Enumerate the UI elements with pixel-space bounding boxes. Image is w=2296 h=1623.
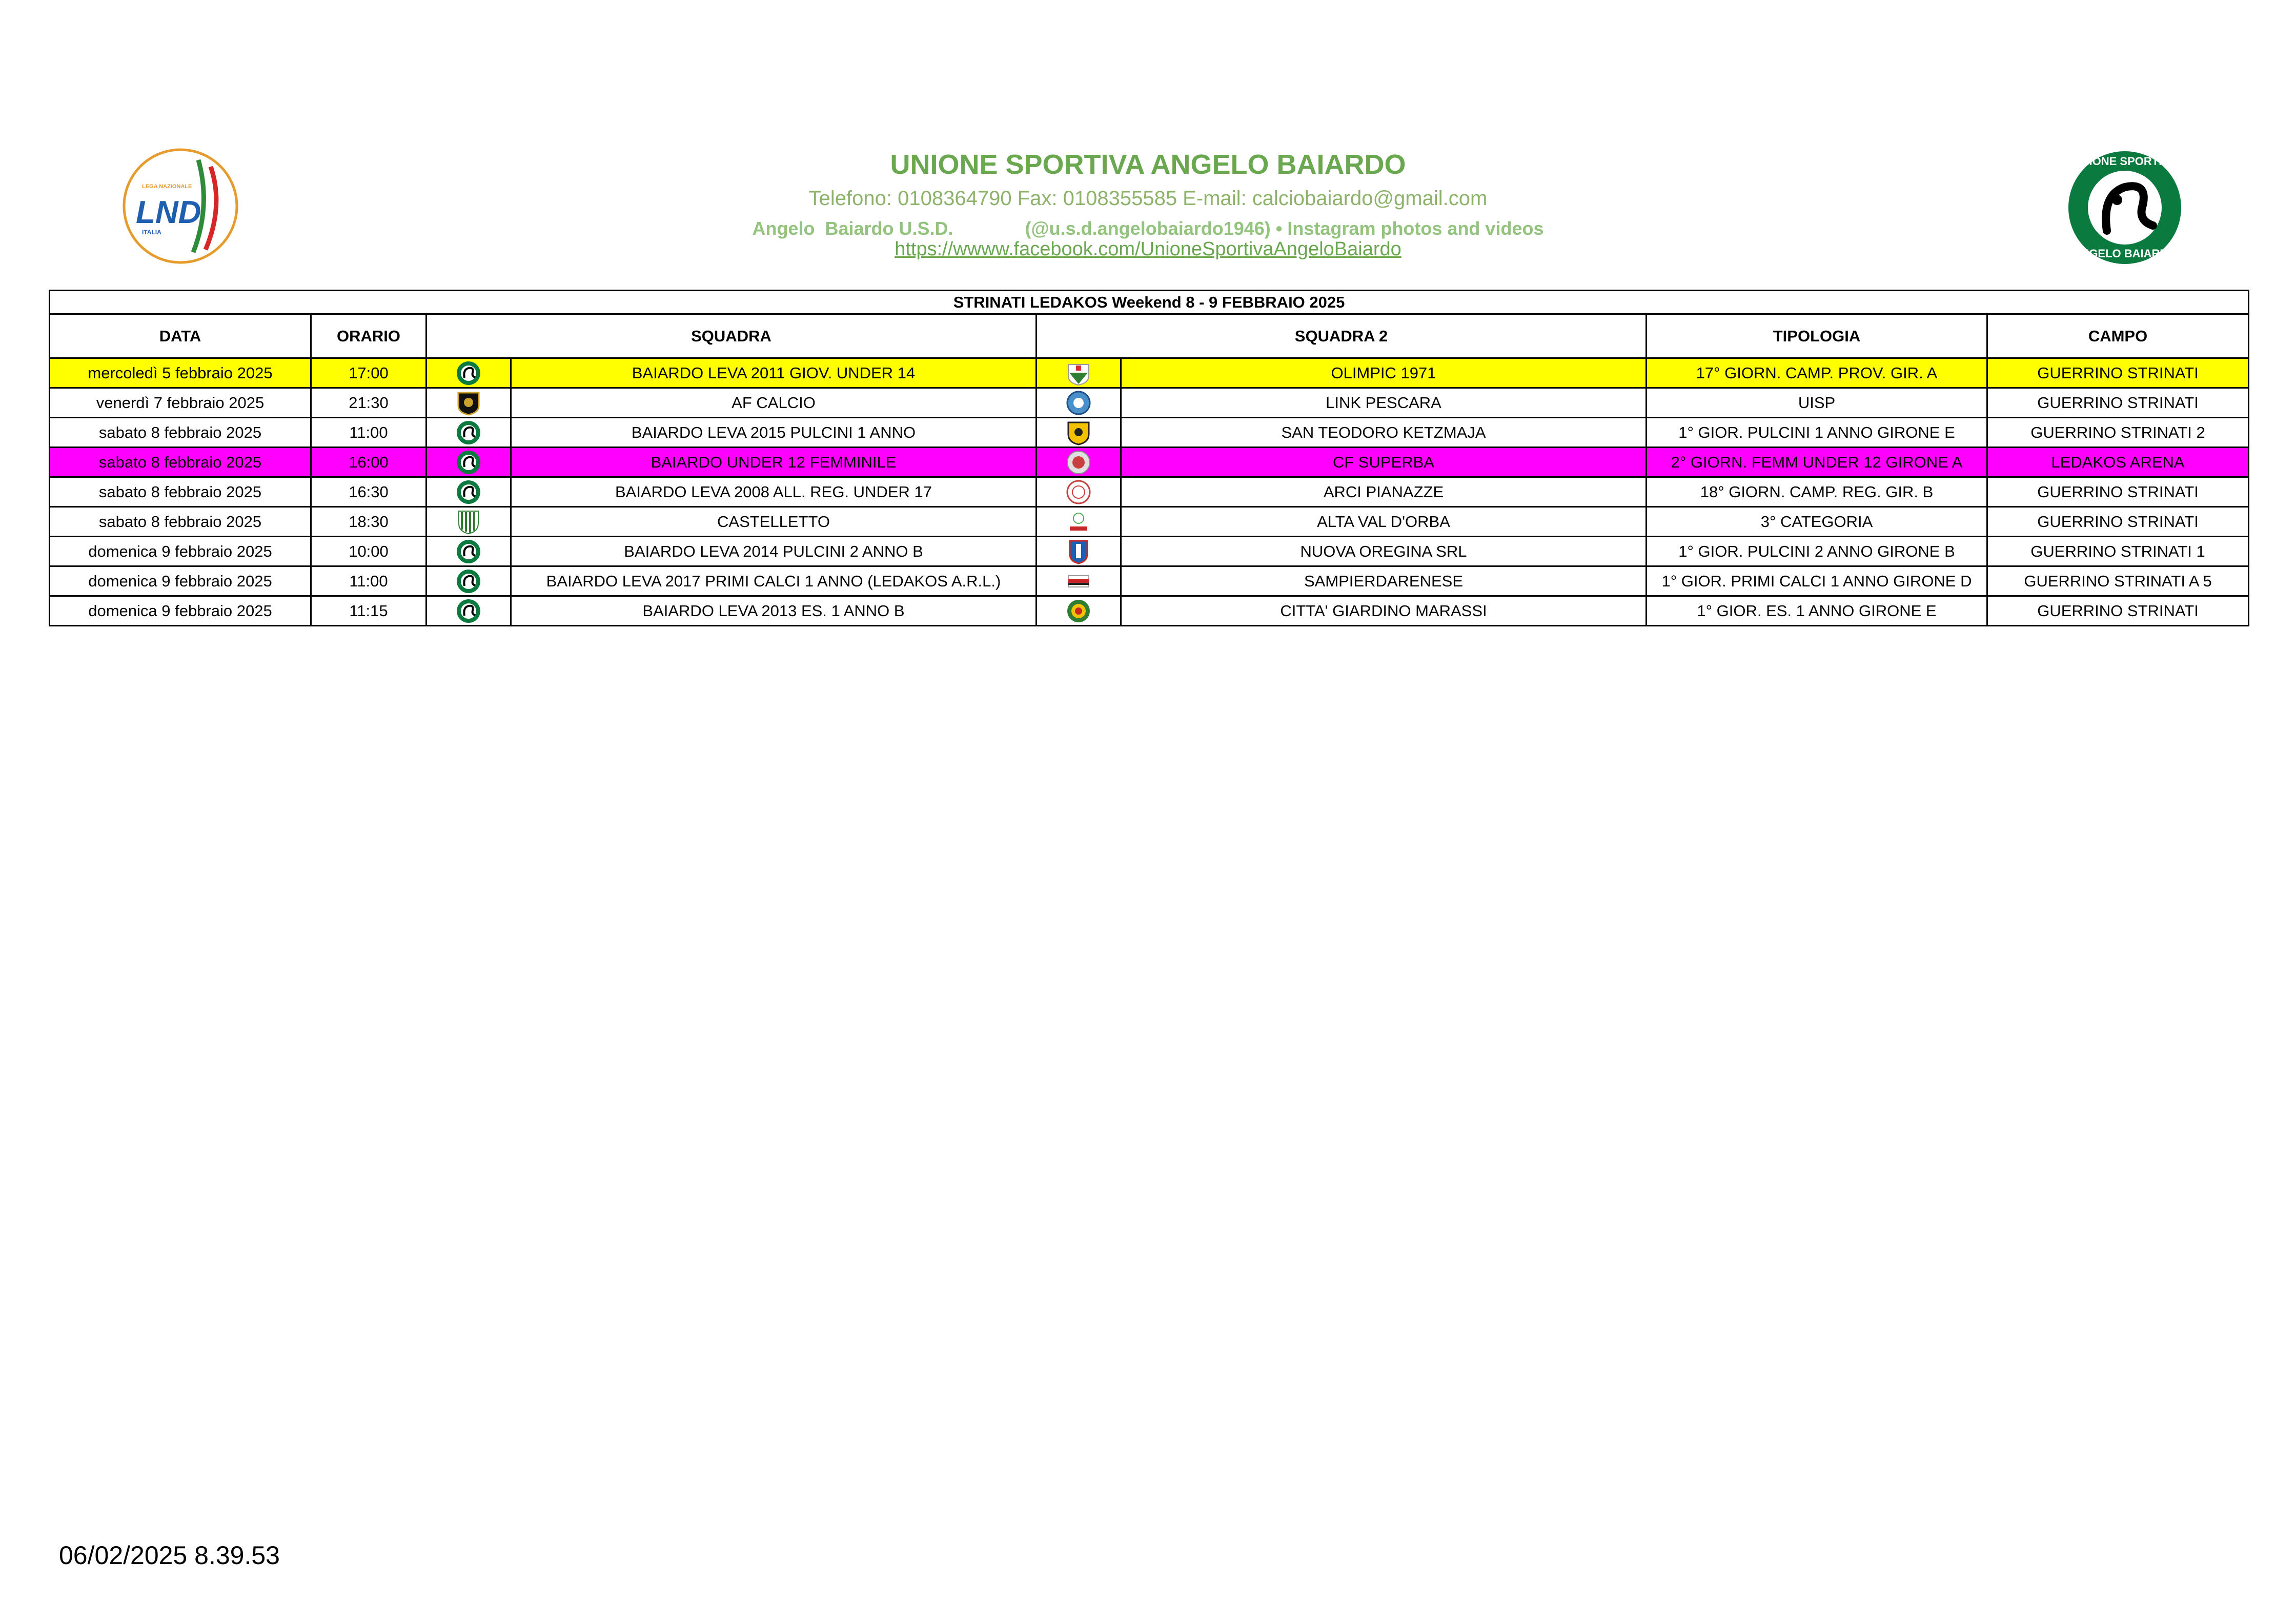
cell-squadra: BAIARDO LEVA 2008 ALL. REG. UNDER 17 [511, 477, 1037, 507]
cell-squadra2: ARCI PIANAZZE [1121, 477, 1647, 507]
cell-tipologia: 18° GIORN. CAMP. REG. GIR. B [1647, 477, 1987, 507]
cell-squadra2: NUOVA OREGINA SRL [1121, 537, 1647, 566]
column-header-tipologia: TIPOLOGIA [1647, 314, 1987, 358]
cell-squadra2: LINK PESCARA [1121, 388, 1647, 418]
cell-orario: 11:00 [311, 566, 426, 596]
cell-data: domenica 9 febbraio 2025 [50, 566, 311, 596]
olimpic-crest-icon [1066, 360, 1091, 386]
cell-data: venerdì 7 febbraio 2025 [50, 388, 311, 418]
cell-squadra2: CF SUPERBA [1121, 448, 1647, 477]
club-contacts: Telefono: 0108364790 Fax: 0108355585 E-mail: calciobaiardo@gmail.com [808, 187, 1488, 210]
cell-squadra2: SAN TEODORO KETZMAJA [1121, 418, 1647, 448]
baiardo-crest-icon [456, 539, 481, 564]
cell-crest-1 [426, 537, 511, 566]
svg-text:ITALIA: ITALIA [142, 229, 161, 236]
cell-tipologia: 1° GIOR. PULCINI 1 ANNO GIRONE E [1647, 418, 1987, 448]
svg-text:UNIONE SPORTIVA: UNIONE SPORTIVA [2073, 155, 2177, 168]
cell-data: sabato 8 febbraio 2025 [50, 507, 311, 537]
column-header-squadra: SQUADRA [426, 314, 1037, 358]
cell-squadra2: CITTA' GIARDINO MARASSI [1121, 596, 1647, 626]
cell-crest-1 [426, 418, 511, 448]
cell-crest-2 [1037, 537, 1121, 566]
cell-squadra: BAIARDO LEVA 2013 ES. 1 ANNO B [511, 596, 1037, 626]
cell-tipologia: 3° CATEGORIA [1647, 507, 1987, 537]
cell-campo: GUERRINO STRINATI A 5 [1987, 566, 2249, 596]
cell-squadra: BAIARDO LEVA 2015 PULCINI 1 ANNO [511, 418, 1037, 448]
cell-squadra: BAIARDO UNDER 12 FEMMINILE [511, 448, 1037, 477]
cell-orario: 11:15 [311, 596, 426, 626]
schedule-title: STRINATI LEDAKOS Weekend 8 - 9 FEBBRAIO 2025 [50, 291, 2249, 314]
cell-orario: 10:00 [311, 537, 426, 566]
cell-data: domenica 9 febbraio 2025 [50, 596, 311, 626]
cell-orario: 16:30 [311, 477, 426, 507]
cell-campo: GUERRINO STRINATI 2 [1987, 418, 2249, 448]
column-header-data: DATA [50, 314, 311, 358]
cell-crest-2 [1037, 358, 1121, 388]
cell-squadra2: OLIMPIC 1971 [1121, 358, 1647, 388]
cell-orario: 17:00 [311, 358, 426, 388]
cell-data: sabato 8 febbraio 2025 [50, 418, 311, 448]
column-header-squadra2: SQUADRA 2 [1037, 314, 1647, 358]
baiardo-crest-icon [456, 598, 481, 624]
alta-val-dorba-crest-icon [1066, 509, 1091, 535]
baiardo-crest-icon [456, 479, 481, 505]
cell-crest-1 [426, 596, 511, 626]
svg-text:LEGA NAZIONALE: LEGA NAZIONALE [142, 184, 192, 190]
schedule-rows [50, 358, 2249, 626]
cell-data: sabato 8 febbraio 2025 [50, 477, 311, 507]
cell-orario: 21:30 [311, 388, 426, 418]
nuova-oregina-crest-icon [1066, 539, 1091, 564]
cell-orario: 18:30 [311, 507, 426, 537]
cell-campo: GUERRINO STRINATI 1 [1987, 537, 2249, 566]
cell-crest-1 [426, 507, 511, 537]
schedule-table [49, 290, 2249, 626]
cell-orario: 11:00 [311, 418, 426, 448]
cell-squadra: BAIARDO LEVA 2017 PRIMI CALCI 1 ANNO (LEDAKOS A.R.L.) [511, 566, 1037, 596]
cell-crest-2 [1037, 477, 1121, 507]
baiardo-crest-icon [456, 420, 481, 445]
table-row [50, 418, 2249, 448]
cell-crest-1 [426, 477, 511, 507]
club-social: Angelo Baiardo U.S.D. (@u.s.d.angelobaiardo1946) • Instagram photos and videos [752, 218, 1544, 239]
arci-pianazze-crest-icon [1066, 479, 1091, 505]
cf-superba-crest-icon [1066, 450, 1091, 475]
cell-tipologia: 2° GIORN. FEMM UNDER 12 GIRONE A [1647, 448, 1987, 477]
column-header-orario: ORARIO [311, 314, 426, 358]
cell-squadra: AF CALCIO [511, 388, 1037, 418]
cell-campo: LEDAKOS ARENA [1987, 448, 2249, 477]
cell-crest-1 [426, 448, 511, 477]
svg-text:ANGELO BAIARDO: ANGELO BAIARDO [2073, 247, 2177, 260]
cell-campo: GUERRINO STRINATI [1987, 388, 2249, 418]
table-row [50, 477, 2249, 507]
cell-data: domenica 9 febbraio 2025 [50, 537, 311, 566]
castelletto-crest-icon [456, 509, 481, 535]
cell-tipologia: UISP [1647, 388, 1987, 418]
af-calcio-crest-icon [456, 390, 481, 416]
cell-data: sabato 8 febbraio 2025 [50, 448, 311, 477]
cell-crest-1 [426, 388, 511, 418]
cell-data: mercoledì 5 febbraio 2025 [50, 358, 311, 388]
sampierdarenese-crest-icon [1066, 569, 1091, 594]
baiardo-crest-icon [456, 450, 481, 475]
facebook-link[interactable]: https://wwww.facebook.com/UnioneSportivaAngeloBaiardo [895, 238, 1401, 260]
cell-squadra2: ALTA VAL D'ORBA [1121, 507, 1647, 537]
citta-giardino-crest-icon [1066, 598, 1091, 624]
cell-campo: GUERRINO STRINATI [1987, 507, 2249, 537]
cell-crest-1 [426, 358, 511, 388]
cell-campo: GUERRINO STRINATI [1987, 477, 2249, 507]
baiardo-crest-icon [456, 569, 481, 594]
svg-text:LND: LND [136, 195, 201, 230]
table-row [50, 537, 2249, 566]
column-header-campo: CAMPO [1987, 314, 2249, 358]
cell-tipologia: 1° GIOR. PULCINI 2 ANNO GIRONE B [1647, 537, 1987, 566]
cell-campo: GUERRINO STRINATI [1987, 596, 2249, 626]
cell-crest-1 [426, 566, 511, 596]
cell-tipologia: 17° GIORN. CAMP. PROV. GIR. A [1647, 358, 1987, 388]
cell-squadra: CASTELLETTO [511, 507, 1037, 537]
cell-crest-2 [1037, 566, 1121, 596]
table-row [50, 596, 2249, 626]
san-teodoro-crest-icon [1066, 420, 1091, 445]
cell-tipologia: 1° GIOR. PRIMI CALCI 1 ANNO GIRONE D [1647, 566, 1987, 596]
table-row [50, 448, 2249, 477]
table-row [50, 507, 2249, 537]
cell-squadra: BAIARDO LEVA 2011 GIOV. UNDER 14 [511, 358, 1037, 388]
cell-crest-2 [1037, 507, 1121, 537]
baiardo-crest-icon [456, 360, 481, 386]
cell-crest-2 [1037, 418, 1121, 448]
cell-squadra2: SAMPIERDARENESE [1121, 566, 1647, 596]
table-row [50, 566, 2249, 596]
table-row [50, 358, 2249, 388]
link-pescara-crest-icon [1066, 390, 1091, 416]
cell-squadra: BAIARDO LEVA 2014 PULCINI 2 ANNO B [511, 537, 1037, 566]
cell-campo: GUERRINO STRINATI [1987, 358, 2249, 388]
cell-crest-2 [1037, 596, 1121, 626]
cell-crest-2 [1037, 448, 1121, 477]
cell-crest-2 [1037, 388, 1121, 418]
table-row [50, 388, 2249, 418]
club-title: UNIONE SPORTIVA ANGELO BAIARDO [890, 149, 1406, 180]
cell-tipologia: 1° GIOR. ES. 1 ANNO GIRONE E [1647, 596, 1987, 626]
print-timestamp: 06/02/2025 8.39.53 [59, 1541, 280, 1570]
cell-orario: 16:00 [311, 448, 426, 477]
